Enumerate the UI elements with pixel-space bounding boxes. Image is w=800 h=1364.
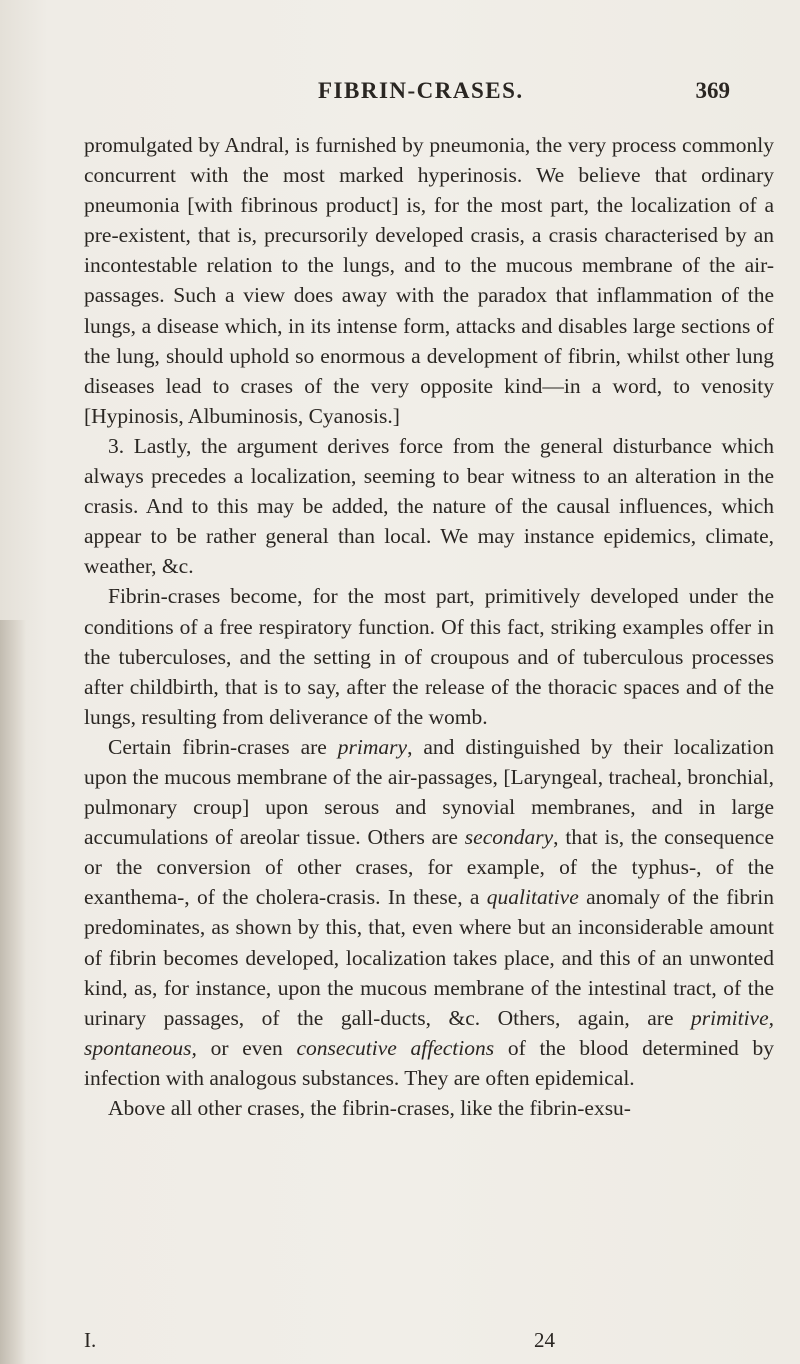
- emphasis-consecutive: consecutive affections: [296, 1035, 495, 1060]
- emphasis-secondary: secondary: [464, 825, 554, 850]
- paragraph-3: Fibrin-crases become, for the most part, primitively developed under the conditions of a free respiratory function. Of this fact, striking examples offer in the tuberculoses, and the setting in of croupous and of tuberculous processes after childbirth, that is to say, after the release of the thoracic spaces and of the lungs, resulting from deliverance of the womb.: [84, 584, 774, 729]
- body-text: [84, 130, 774, 1123]
- paragraph-4-text: or even: [196, 1035, 297, 1060]
- page-number: 369: [695, 78, 730, 103]
- emphasis-primary: primary: [337, 734, 408, 759]
- paragraph-4-text: , and distinguished by their localization upon the mucous membrane of the air-passages, [Laryngeal, tracheal, bronchial, pulmonary croup] upon serous and synovial membranes, and in large accumulations of areolar tissue. Others are: [84, 734, 774, 850]
- page-gutter-shadow: [0, 620, 26, 1364]
- signature-number: 24: [534, 1328, 555, 1352]
- paragraph-4-text: anomaly of the fibrin predominates, as shown by this, that, even where but an inconsiderable amount of fibrin becomes developed, localization takes place, and this of an unwonted kind, as, for instance, upon the mucous membrane of the intestinal tract, of the urinary passages, of the gall-ducts, &c. Others, again, are: [84, 885, 774, 1030]
- signature-mark: I.: [84, 1328, 97, 1352]
- page-header: [300, 78, 730, 108]
- paragraph-1: promulgated by Andral, is furnished by pneumonia, the very process commonly concurrent with the most marked hyperinosis. We believe that ordinary pneumonia [with fibrinous product] is, for the most part, the localization of a pre-existent, that is, precursorily developed crasis, a crasis characterised by an incontestable relation to the lungs, and to the mucous membrane of the air-passages. Such a view does away with the paradox that inflammation of the lungs, a disease which, in its intense form, attacks and disables large sections of the lung, should uphold so enormous a development of fibrin, whilst other lung diseases lead to crases of the very opposite kind—in a word, to venosity [Hypinosis, Albuminosis, Cyanosis.]: [84, 133, 774, 428]
- paragraph-2: 3. Lastly, the argument derives force from the general disturbance which always precedes a localization, seeming to bear witness to an alteration in the crasis. And to this may be added, the nature of the causal influences, which appear to be rather general than local. We may instance epidemics, climate, weather, &c.: [84, 433, 774, 579]
- paragraph-5: Above all other crases, the fibrin-crases, like the fibrin-exsu-: [108, 1096, 631, 1120]
- running-head: FIBRIN-CRASES.: [318, 78, 524, 103]
- paragraph-4: [84, 732, 774, 1093]
- paragraph-4-text: of the blood determined by infection with analogous substances. They are often epidemical.: [84, 1035, 775, 1090]
- page-footer: [84, 1328, 774, 1358]
- paragraph-4-text: , that is, the consequence or the conversion of other crases, for example, of the typhus-, of the exanthema-, of the cholera-crasis. In these, a: [84, 825, 774, 910]
- emphasis-qualitative: qualitative: [486, 885, 579, 910]
- emphasis-primitive: primitive, spontaneous,: [84, 1005, 774, 1060]
- paragraph-4-text: Certain fibrin-crases are: [108, 734, 338, 759]
